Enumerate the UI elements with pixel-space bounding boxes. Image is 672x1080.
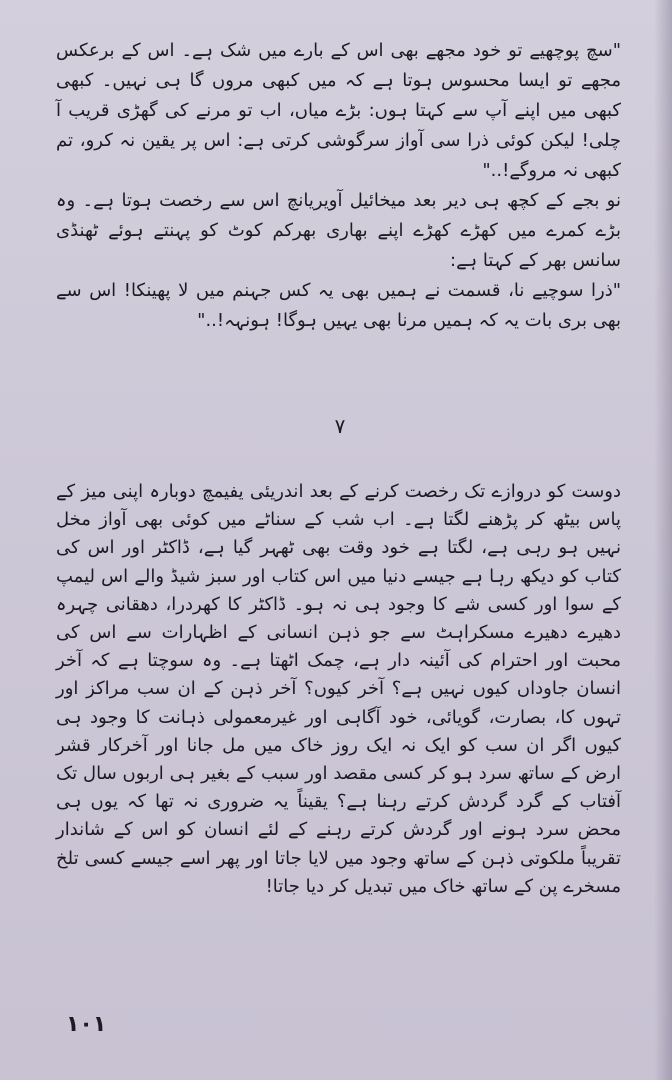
section-number: ۷ [334,414,346,438]
page-number: ۱۰۱ [66,1012,107,1037]
quote-paragraph-1: "سچ پوچھیے تو خود مجھے بھی اس کے بارے میں شک ہے۔ اس کے برعکس مجھے تو ایسا محسوس ہوتا ہے کہ میں کبھی مروں گا ہی نہیں۔ کبھی کبھی میں اپنے آپ سے کہتا ہوں: بڑے میاں، اب تو مرنے کی گھڑی قریب آ چلی! لیکن کوئی ذرا سی آواز سرگوشی کرتی ہے: اس پر یقین نہ کرو، تم کبھی نہ مروگے!.." [56,40,621,181]
quote-paragraph-2: "ذرا سوچیے نا، قسمت نے ہمیں بھی یہ کس جہنم میں لا پھینکا! اس سے بھی بری بات یہ کہ ہمیں مرنا بھی یہیں ہوگا! ہونہہ!.." [56,280,621,331]
body-paragraph: دوست کو دروازے تک رخصت کرنے کے بعد اندریئی یفیمچ دوبارہ اپنی میز کے پاس بیٹھ کر پڑھنے لگتا ہے۔ اب شب کے سناٹے میں کوئی بھی آواز مخل نہیں ہو رہی ہے، لگتا ہے خود وقت بھی ٹھہر گیا ہے، ڈاکٹر اور اس کی کتاب کو دیکھ رہا ہے جیسے دنیا میں اس کتاب اور سبز شیڈ والے اس لیمپ کے سوا اور کسی شے کا وجود ہی نہ ہو۔ ڈاکٹر کا کھردرا، دھقانی چہرہ دھیرے دھیرے مسکراہٹ سے جو ذہن انسانی کے اظہارات سے اس کی محبت اور احترام کی آئینہ دار ہے، چمک اٹھتا ہے۔ وہ سوچتا ہے کہ آخر انسان جاوداں کیوں نہیں ہے؟ آخر کیوں؟ آخر ذہن کے ان سب مراکز اور تہوں کا، بصارت، گویائی، خود آگاہی اور غیرمعمولی ذہانت کا وجود ہی کیوں اگر ان سب کو ایک نہ ایک روز خاک میں مل جانا اور آخرکار قشر ارض کے ساتھ سرد ہو کر کسی مقصد اور سبب کے بغیر ہی اربوں سال تک آفتاب کے گرد گردش کرتے رہنا ہے؟ یقیناً یہ ضروری نہ تھا کہ یوں ہی محض سرد ہونے اور گردش کرتے رہنے کے لئے انسان کو اس کے شاندار تقریباً ملکوتی ذہن کے ساتھ وجود میں لایا جاتا اور پھر اسے جیسے کسی تلخ مسخرے پن کے ساتھ خاک میں تبدیل کر دیا جاتا! [56,481,621,897]
bottom-text-block [56,478,621,901]
narration-paragraph: نو بجے کے کچھ ہی دیر بعد میخائیل آویریانچ اس سے رخصت ہوتا ہے۔ وہ بڑے کمرے میں کھڑے کھڑے اپنے بھاری بھرکم کوٹ کو پہنتے ہوئے ٹھنڈی سانس بھر کے کہتا ہے: [56,190,621,271]
page-edge-shadow [654,0,672,1080]
top-text-block [56,36,621,336]
